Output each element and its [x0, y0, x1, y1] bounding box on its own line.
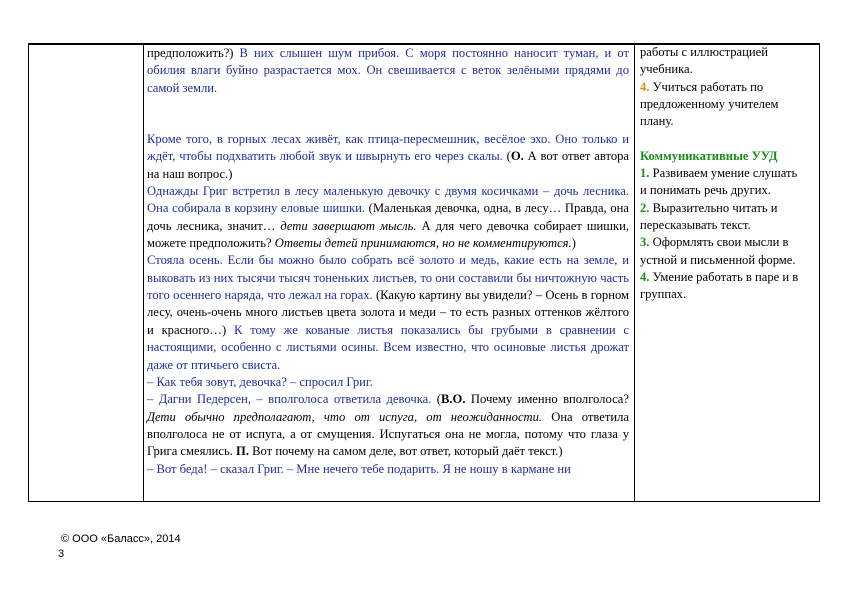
table-bottom-border [28, 501, 820, 502]
text-run: ) [571, 236, 576, 251]
skill-line: Умение работать в паре и в [649, 270, 799, 285]
italic-note: дети завершают мысль. [280, 218, 417, 233]
text-paragraph [147, 252, 629, 373]
text-run: Она ответила вполголоса не от испуга, а от смущения. Испугаться она не могла, потому что глаза у Грига смеялись. [147, 409, 630, 459]
skill-item [640, 234, 820, 251]
text-run: (Маленькая девочка, одна, в лесу… Правда, она дочь лесника, значит… [147, 201, 630, 233]
skill-item [640, 165, 820, 182]
text-run: А вот ответ автора на наш вопрос.) [147, 149, 629, 181]
quoted-text: Кроме того, в горных лесах живёт, как птица-пересмешник, весёлое эхо. Оно только и ждёт, чтобы подхватить любой звук и швырнуть его через скалы. [147, 132, 629, 164]
table-left-border [28, 43, 29, 502]
text-run: А для чего девочка собирает шишки, можете предположить? [147, 218, 629, 251]
text-paragraph [147, 131, 629, 183]
italic-note: Ответы детей принимаются, но не комментируются. [274, 236, 572, 251]
text-run: предположить?) [147, 46, 240, 60]
skill-line: Учиться работать по [649, 79, 764, 94]
quoted-text: В них слышен шум прибоя. С моря постоянно наносит туман, и от обилия влаги буйно разрастается мох. Он свешивается с веток зелёными прядями до самой земли. [147, 46, 629, 95]
quoted-text: Стояла осень. Если бы можно было собрать всё золото и медь, какие есть на земле, и выковать из них тысячи тысяч тоненьких листьев, то они составили бы ничтожную часть того осеннего наряда, что лежал на горах. [147, 253, 629, 303]
skill-item [640, 269, 820, 286]
skill-line: пересказывать текст. [640, 218, 751, 233]
page-number: 3 [58, 548, 65, 560]
item-number: 3. [640, 235, 650, 250]
bold-marker: П. [236, 444, 249, 459]
italic-note: Дети обычно предполагают, что от испуга, от неожиданности. [147, 409, 543, 424]
column-divider [634, 43, 635, 502]
dialogue-line: – Как тебя зовут, девочка? – спросил Григ. [147, 374, 373, 389]
quoted-text: Однажды Григ встретил в лесу маленькую девочку с двумя косичками – дочь лесника. Она собирала в корзину еловые шишки. [147, 184, 629, 216]
text-run: Почему именно вполголоса? [465, 392, 629, 407]
text-run: ( [502, 149, 511, 164]
text-paragraph [147, 183, 629, 252]
skills-column [640, 43, 820, 304]
quoted-text: К тому же кованые листья показались бы грубыми в сравнении с настоящими, особенно с листьями осины. Всем известно, что осиновые листья дрожат даже от птичьего свиста. [147, 322, 629, 372]
item-number: 1. [640, 166, 650, 181]
skill-line: Выразительно читать и [649, 200, 778, 215]
bold-marker: О. [510, 149, 524, 164]
column-divider [143, 43, 144, 502]
item-number: 2. [640, 200, 650, 215]
copyright-footer: © ООО «Баласс», 2014 [61, 533, 181, 545]
skill-line: плану. [640, 114, 674, 129]
spacer [147, 97, 629, 131]
skill-line: Развиваем умение слушать [649, 166, 798, 181]
section-heading: Коммуникативные УУД [640, 148, 778, 163]
dialogue-line: – Вот беда! – сказал Григ. – Мне нечего тебе подарить. Я не ношу в кармане ни [147, 461, 571, 476]
text-run: ( [431, 392, 441, 407]
skill-line: группах. [640, 287, 687, 302]
skill-line: устной и письменной форме. [640, 252, 796, 267]
text-paragraph [147, 391, 629, 460]
quoted-text: – Дагни Педерсен, – вполголоса ответила девочка. [147, 392, 432, 407]
item-number: 4. [640, 270, 650, 285]
skill-line: Оформлять свои мысли в [649, 235, 789, 250]
text-run: Вот почему на самом деле, вот ответ, который даёт текст.) [248, 444, 563, 459]
skill-line: работы с иллюстрацией [640, 45, 768, 59]
item-number: 4. [640, 79, 650, 94]
skill-item [640, 200, 820, 217]
spacer [640, 131, 820, 148]
skill-item [640, 79, 820, 96]
skill-line: и понимать речь других. [640, 183, 771, 198]
bold-marker: В.О. [440, 392, 466, 407]
lesson-table [28, 43, 820, 503]
text-paragraph [147, 45, 629, 97]
text-run: (Какую картину вы увидели? – Осень в горном лесу, очень-очень много листьев цвета золота и меди – то есть разных оттенков жёлтого и красного…) [147, 288, 629, 337]
lesson-text-column [147, 43, 629, 478]
skill-line: предложенному учителем [640, 97, 779, 112]
skill-line: учебника. [640, 62, 693, 77]
